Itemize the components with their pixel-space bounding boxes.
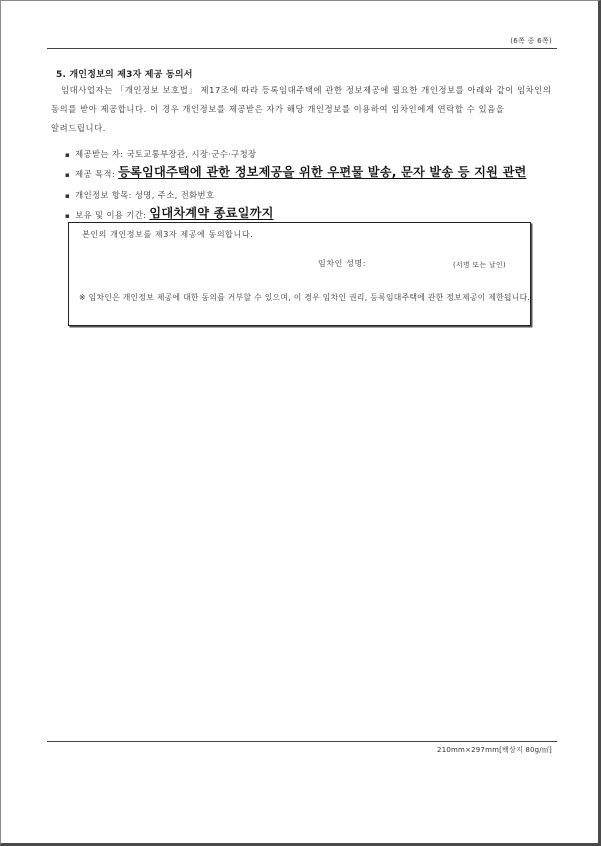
item-label: 제공받는 자: xyxy=(75,148,124,159)
paper-spec: 210mm×297mm[백상지 80g/㎡] xyxy=(437,746,552,754)
item-value: 성명, 주소, 전화번호 xyxy=(134,189,215,200)
item-label: 보유 및 이용 기간: xyxy=(75,210,147,220)
signature-label: 임차인 성명: xyxy=(318,259,367,268)
consent-notice: ※ 임차인은 개인정보 제공에 대한 동의를 거부할 수 있으며, 이 경우 임차인 권리, 등록임대주택에 관한 정보제공이 제한됩니다. xyxy=(79,293,531,302)
list-item-retention-period xyxy=(65,201,565,222)
item-label: 제공 목적: xyxy=(75,169,116,179)
item-label: 개인정보 항목: xyxy=(75,189,132,200)
item-value-emphasized: 임대차계약 종료일까지 xyxy=(149,206,274,220)
list-item-data-fields xyxy=(65,180,565,201)
item-value-emphasized: 등록임대주택에 관한 정보제공을 위한 우편물 발송, 문자 발송 등 지원 관련 xyxy=(118,165,527,179)
item-value: 국토교통부장관, 시장·군수·구청장 xyxy=(126,148,257,159)
consent-box xyxy=(68,222,531,326)
section-intro: 임대사업자는 「개인정보 보호법」 제17조에 따라 등록임대주택에 관한 정보제공에 필요한 개인정보를 아래와 같이 임차인의 동의를 받아 제공합니다. 이 경우 개인정보를 제공받은 자가 해당 개인정보를 이용하여 임차인에게 연락할 수 있음을 알려드립니다. xyxy=(51,85,552,133)
bullet-icon: ▪ xyxy=(65,171,71,179)
provision-list xyxy=(65,139,565,221)
bullet-icon: ▪ xyxy=(65,212,71,220)
bottom-divider xyxy=(47,741,557,742)
top-divider xyxy=(47,48,557,49)
list-item-recipient xyxy=(65,139,565,160)
signature-hint: (서명 또는 날인) xyxy=(453,261,507,269)
bullet-icon: ▪ xyxy=(65,150,71,159)
consent-statement: 본인의 개인정보를 제3자 제공에 동의합니다. xyxy=(82,230,254,239)
page-indicator: (6쪽 중 6쪽) xyxy=(510,37,552,45)
list-item-purpose xyxy=(65,160,565,181)
section-title: 5. 개인정보의 제3자 제공 동의서 xyxy=(56,70,193,80)
bullet-icon: ▪ xyxy=(65,191,71,200)
